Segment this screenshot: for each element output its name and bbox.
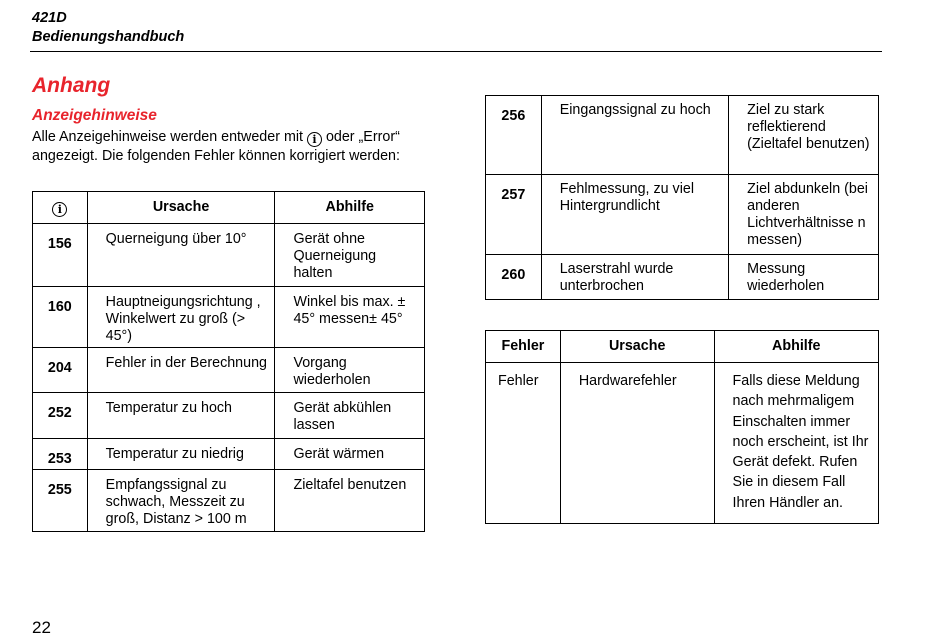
header-rule	[30, 51, 882, 52]
error-header: Fehler	[486, 331, 561, 363]
code-cell: 252	[33, 393, 88, 439]
cause-cell: Temperatur zu hoch	[87, 393, 275, 439]
remedy-cell: Winkel bis max. ± 45° messen± 45°	[275, 287, 425, 348]
manual-title: Bedienungshandbuch	[32, 29, 185, 45]
code-cell: 256	[486, 96, 542, 175]
error-table	[485, 330, 879, 524]
table-row	[33, 439, 425, 470]
table-row	[33, 287, 425, 348]
remedy-header: Abhilfe	[275, 192, 425, 224]
table-row	[486, 175, 879, 255]
table-row	[33, 393, 425, 439]
code-cell: 255	[33, 470, 88, 532]
remedy-cell: Zieltafel benutzen	[275, 470, 425, 532]
subsection-title: Anzeigehinweise	[32, 107, 157, 124]
intro-text-before: Alle Anzeigehinweise werden entweder mit	[32, 129, 307, 145]
cause-cell: Hauptneigungsrichtung , Winkelwert zu groß (> 45°)	[87, 287, 275, 348]
remedy-cell: Messung wiederholen	[729, 255, 879, 300]
info-circle-icon: i	[52, 202, 67, 217]
intro-text-after: oder „Error“ angezeigt. Die folgenden Fehler können korrigiert werden:	[32, 129, 400, 164]
table-row	[33, 224, 425, 287]
page-number: 22	[32, 618, 51, 637]
code-cell: 156	[33, 224, 88, 287]
table-header-row	[33, 192, 425, 224]
cause-header: Ursache	[87, 192, 275, 224]
info-header-cell	[33, 192, 88, 224]
cause-cell: Temperatur zu niedrig	[87, 439, 275, 470]
intro-paragraph	[32, 128, 427, 165]
cause-cell: Empfangssignal zu schwach, Messzeit zu groß, Distanz > 100 m	[87, 470, 275, 532]
code-cell: 204	[33, 348, 88, 393]
cause-cell: Fehler in der Berechnung	[87, 348, 275, 393]
display-messages-table	[32, 191, 425, 532]
table-row	[33, 470, 425, 532]
remedy-cell: Ziel abdunkeln (bei anderen Lichtverhältnisse n messen)	[729, 175, 879, 255]
cause-cell: Fehlmessung, zu viel Hintergrundlicht	[541, 175, 728, 255]
code-cell: 160	[33, 287, 88, 348]
model-name: 421D	[32, 10, 67, 26]
table-row	[486, 255, 879, 300]
page-header	[32, 9, 184, 47]
error-cell: Fehler	[486, 363, 561, 524]
cause-header: Ursache	[560, 331, 714, 363]
remedy-cell: Gerät wärmen	[275, 439, 425, 470]
remedy-header: Abhilfe	[714, 331, 878, 363]
table-row	[486, 96, 879, 175]
table-row	[486, 363, 879, 524]
cause-cell: Querneigung über 10°	[87, 224, 275, 287]
code-cell: 260	[486, 255, 542, 300]
section-title: Anhang	[32, 74, 111, 97]
table-header-row	[486, 331, 879, 363]
cause-cell: Eingangssignal zu hoch	[541, 96, 728, 175]
remedy-cell: Ziel zu stark reflektierend (Zieltafel benutzen)	[729, 96, 879, 175]
info-circle-icon: i	[307, 132, 322, 147]
remedy-cell: Gerät abkühlen lassen	[275, 393, 425, 439]
remedy-cell: Falls diese Meldung nach mehrmaligem Einschalten immer noch erscheint, ist Ihr Gerät defekt. Rufen Sie in diesem Fall Ihren Händler an.	[714, 363, 878, 524]
code-cell: 253	[33, 439, 88, 470]
code-cell: 257	[486, 175, 542, 255]
display-messages-table-continued	[485, 95, 879, 300]
remedy-cell: Gerät ohne Querneigung halten	[275, 224, 425, 287]
cause-cell: Laserstrahl wurde unterbrochen	[541, 255, 728, 300]
table-row	[33, 348, 425, 393]
cause-cell: Hardwarefehler	[560, 363, 714, 524]
remedy-cell: Vorgang wiederholen	[275, 348, 425, 393]
